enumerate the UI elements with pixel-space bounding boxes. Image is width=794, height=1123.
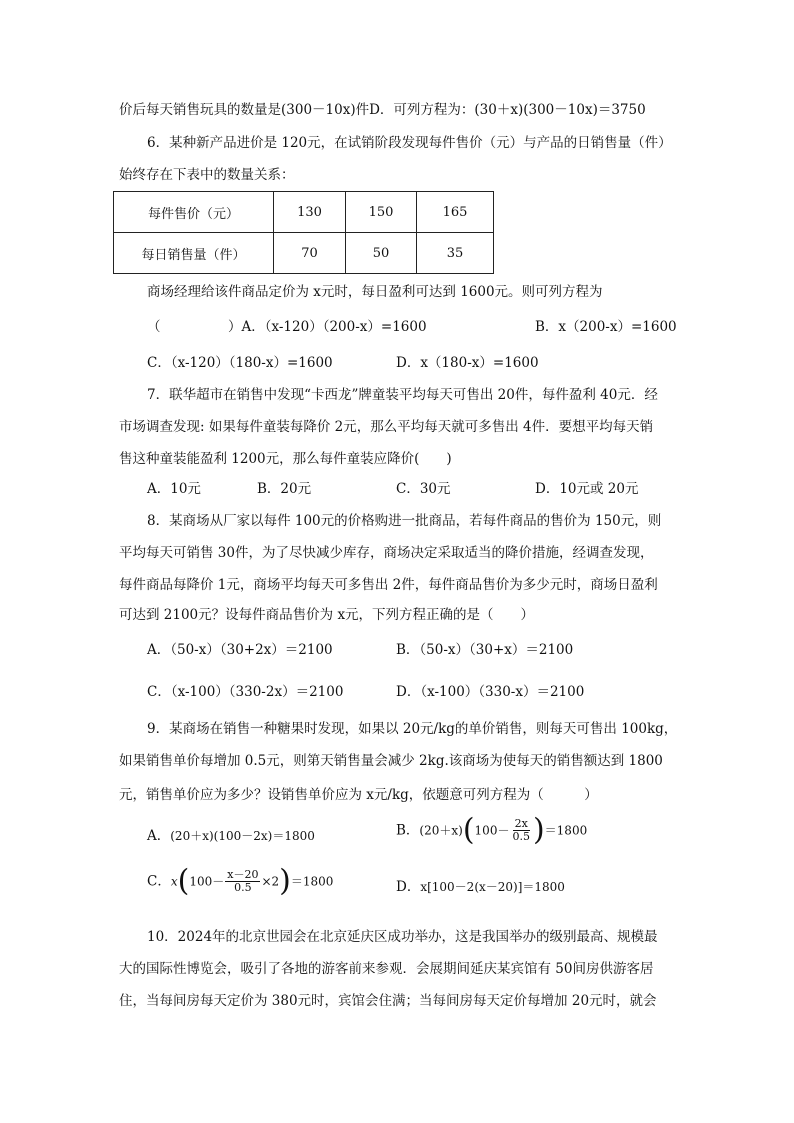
q8-line3: 每件商品每降价 1元，商场平均每天可多售出 2件，每件商品售价为多少元时，商场日盈利 [119,577,658,593]
table-cell: 165 [417,192,494,233]
table-row [114,192,494,233]
equation-part: ＝1800 [544,823,588,838]
right-paren: ) [279,863,291,899]
q8-option-c: C．（x-100）（330-2x）＝2100 [147,684,344,700]
q10-line1: 10．2024年的北京世园会在北京延庆区成功举办，这是我国举办的级别最高、规模最 [147,929,658,945]
equation: x[100－2(x－20)]＝1800 [420,880,565,894]
equation-part: ×2 [261,874,280,889]
q6-price-table [113,191,494,274]
q7-option-c: C．30元 [396,481,451,497]
q6-option-a: （ ）A．（x-120）（200-x）=1600 [147,319,427,335]
fraction [225,869,260,894]
q7-option-a: A．10元 [147,481,201,497]
q8-line4: 可达到 2100元？设每件商品售价为 x元，下列方程正确的是（ ） [119,607,535,623]
q6-stem-line3: 商场经理给该件商品定价为 x元时，每日盈利可达到 1600元。则可列方程为 [147,284,603,300]
numerator: 2x [514,817,528,830]
q9-option-a [147,827,315,845]
q9-line2: 如果销售单价每增加 0.5元，则第天销售量会减少 2kg.该商场为使每天的销售额达到 1800 [119,753,663,769]
equation-part: ＝1800 [290,874,334,889]
fraction [510,818,532,843]
q6-option-b: B．x（200-x）=1600 [535,319,677,335]
q9-option-b [396,812,588,848]
q6-stem-line1: 6．某种新产品进价是 120元，在试销阶段发现每件售价（元）与产品的日销售量（件） [147,135,672,151]
table-cell: 35 [417,233,494,274]
denominator: 0.5 [512,830,530,843]
left-paren: ( [177,863,190,899]
q8-line2: 平均每天可销售 30件，为了尽快减少库存，商场决定采取适当的降价措施，经调查发现， [119,545,654,561]
table-cell: 130 [274,192,346,233]
equation-part: 100－ [189,874,225,889]
equation: (20＋x)(100－2x)＝1800 [170,829,315,843]
q10-line2: 大的国际性博览会，吸引了各地的游客前来参观．会展期间延庆某宾馆有 50间房供游客居 [119,961,654,977]
q6-option-c: C．（x-120）（180-x）=1600 [147,355,333,371]
table-cell: 70 [274,233,346,274]
left-paren: ( [462,812,475,848]
table-cell: 每日销售量（件） [114,233,274,274]
q8-option-a: A．（50-x）（30+2x）＝2100 [147,642,333,658]
q9-option-d [396,878,565,896]
q6-stem-line2: 始终存在下表中的数量关系： [119,167,295,183]
numerator: x－20 [227,868,259,881]
q7-line2: 市场调查发现: 如果每件童装每降价 2元，那么平均每天就可多售出 4件．要想平均每天销 [119,419,654,435]
equation-part: (20＋x) [419,823,463,838]
q7-option-b: B．20元 [257,481,312,497]
equation-part: 100－ [474,823,510,838]
q9-option-c [147,863,334,899]
q7-line3: 售这种童装能盈利 1200元，那么每件童装应降价( ) [119,451,452,467]
table-cell: 150 [346,192,417,233]
q8-option-b: B．（50-x）（30+x）＝2100 [396,642,574,658]
q7-option-d: D．10元或 20元 [535,481,639,497]
table-cell: 每件售价（元） [114,192,274,233]
q9-line1: 9．某商场在销售一种糖果时发现，如果以 20元/kg的单价销售，则每天可售出 100kg， [147,721,678,737]
option-label: A． [147,828,171,844]
table-cell: 50 [346,233,417,274]
right-paren: ) [532,812,545,848]
denominator: 0.5 [234,881,252,894]
option-label: B． [396,822,420,839]
q10-line3: 住，当每间房每天定价为 380元时，宾馆会住满；当每间房每天定价每增加 20元时，就会 [119,993,657,1009]
option-label: C． [147,873,171,890]
equation-part: x [170,874,178,889]
q9-line3: 元，销售单价应为多少？设销售单价应为 x元/kg，依题意可列方程为（ ） [119,787,598,803]
q5-tail-line: 价后每天销售玩具的数量是(300－10x)件D．可列方程为：(30＋x)(300－10x)＝3750 [119,102,646,118]
table-row [114,233,494,274]
q6-option-d: D．x（180-x）=1600 [396,355,539,371]
q8-option-d: D．（x-100）（330-x）＝2100 [396,684,585,700]
q7-line1: 7．联华超市在销售中发现“卡西龙”牌童装平均每天可售出 20件，每件盈利 40元．经 [147,387,658,403]
option-label: D． [396,879,421,895]
q8-line1: 8．某商场从厂家以每件 100元的价格购进一批商品，若每件商品的售价为 150元，则 [147,513,662,529]
